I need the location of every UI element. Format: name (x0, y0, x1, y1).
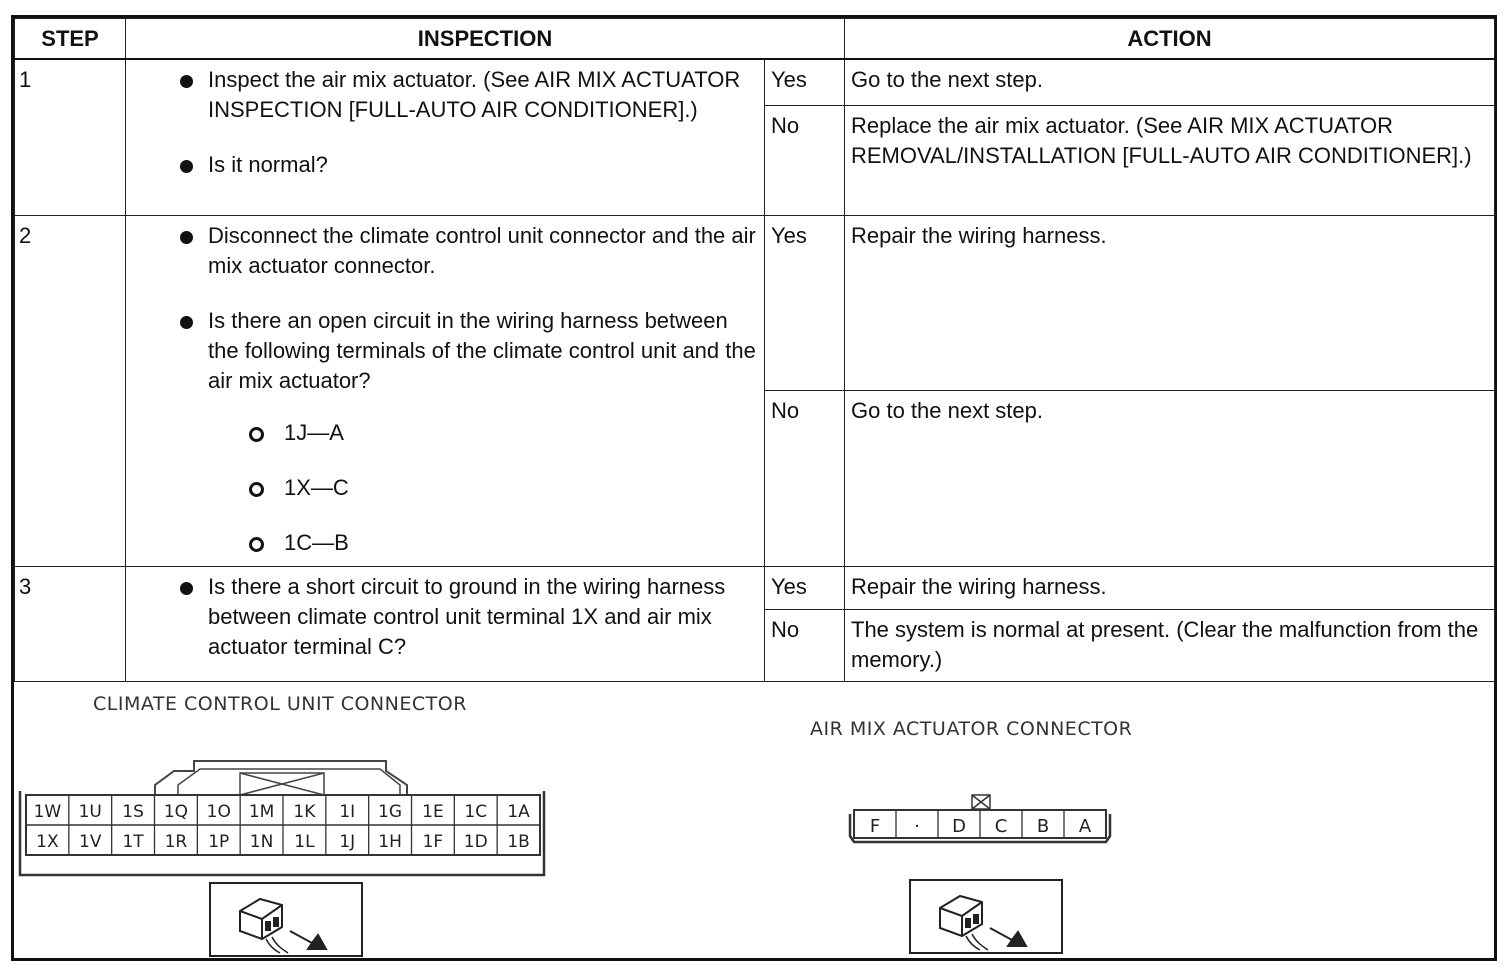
inspection-item: Is there a short circuit to ground in the wiring harness between climate control unit terminal 1X and air mix actuator terminal C? (208, 572, 760, 662)
harness-side-view-icon (910, 880, 1062, 953)
header-action: ACTION (845, 19, 1495, 60)
header-row (15, 19, 1495, 60)
inspection-item: Is there an open circuit in the wiring harness between the following terminals of the climate control unit and the air mix actuator? 1J—A 1X—C 1C—B (208, 306, 760, 558)
bullet-icon (180, 582, 193, 595)
action-text: Repair the wiring harness. (845, 566, 1495, 609)
bullet-icon (180, 75, 193, 88)
actuator-connector-title: AIR MIX ACTUATOR CONNECTOR (810, 718, 1133, 740)
terminal-label: 1Q (163, 802, 189, 822)
terminal-label: 1D (463, 832, 488, 852)
terminal-label: 1U (78, 802, 102, 822)
action-text: The system is normal at present. (Clear the malfunction from the memory.) (845, 609, 1495, 681)
action-text: Go to the next step. (845, 59, 1495, 105)
terminal-label: 1I (339, 802, 356, 822)
terminal-label: 1F (422, 832, 444, 852)
step-3-yes-row (15, 566, 1495, 609)
pin-label: B (1036, 816, 1050, 837)
bullet-icon (180, 160, 193, 173)
terminal-label: 1O (206, 802, 231, 822)
pin-label: D (952, 816, 966, 837)
step-2-yes-row (15, 215, 1495, 390)
terminal-label: 1W (33, 802, 62, 822)
terminal-label: 1N (249, 832, 274, 852)
step-number: 2 (15, 215, 126, 566)
bullet-icon (180, 231, 193, 244)
answer-no: No (765, 390, 845, 566)
inspection-cell (126, 215, 765, 566)
inspection-item: Inspect the air mix actuator. (See AIR MIX ACTUATOR INSPECTION [FULL-AUTO AIR CONDITIONER].) (208, 65, 760, 125)
harness-side-view-icon (210, 883, 362, 956)
climate-connector-diagram (14, 743, 559, 963)
troubleshooting-table (14, 18, 1495, 682)
action-text: Go to the next step. (845, 390, 1495, 566)
step-number: 1 (15, 59, 126, 215)
pin-label: A (1078, 816, 1092, 837)
header-step: STEP (15, 19, 126, 60)
answer-no: No (765, 105, 845, 215)
terminal-label: 1K (293, 802, 316, 822)
action-text: Replace the air mix actuator. (See AIR MIX ACTUATOR REMOVAL/INSTALLATION [FULL-AUTO AIR CONDITIONER].) (845, 105, 1495, 215)
header-inspection: INSPECTION (126, 19, 845, 60)
pin-label: F (869, 816, 881, 837)
answer-no: No (765, 609, 845, 681)
terminal-label: 1A (507, 802, 530, 822)
terminal-label: 1H (378, 832, 402, 852)
procedure-sheet (11, 15, 1497, 961)
pin-label: · (914, 816, 920, 837)
terminal-label: 1S (122, 802, 144, 822)
step-1-yes-row (15, 59, 1495, 105)
terminal-label: 1C (464, 802, 488, 822)
terminal-label: 1G (378, 802, 403, 822)
inspection-item: Is it normal? (208, 150, 760, 180)
terminal-pair: 1X—C (284, 473, 760, 503)
terminal-label: 1E (422, 802, 444, 822)
terminal-label: 1P (208, 832, 230, 852)
terminal-label: 1J (339, 832, 356, 852)
answer-yes: Yes (765, 59, 845, 105)
connector-latch (155, 761, 407, 797)
terminal-label: 1T (122, 832, 144, 852)
answer-yes: Yes (765, 215, 845, 390)
circle-bullet-icon (249, 482, 264, 497)
inspection-cell (126, 59, 765, 215)
terminal-label: 1R (164, 832, 188, 852)
pin-label: C (994, 816, 1008, 837)
actuator-connector-diagram (844, 788, 1114, 963)
step-number: 3 (15, 566, 126, 681)
bullet-icon (180, 316, 193, 329)
terminal-label: 1B (507, 832, 530, 852)
action-text: Repair the wiring harness. (845, 215, 1495, 390)
answer-yes: Yes (765, 566, 845, 609)
circle-bullet-icon (249, 427, 264, 442)
terminal-pair: 1J—A (284, 418, 760, 448)
terminal-label: 1V (79, 832, 102, 852)
terminal-label: 1L (294, 832, 315, 852)
terminal-label: 1M (248, 802, 275, 822)
circle-bullet-icon (249, 537, 264, 552)
inspection-item: Disconnect the climate control unit connector and the air mix actuator connector. (208, 221, 760, 281)
terminal-pair: 1C—B (284, 528, 760, 558)
climate-connector-title: CLIMATE CONTROL UNIT CONNECTOR (93, 693, 467, 715)
inspection-cell (126, 566, 765, 681)
terminal-label: 1X (36, 832, 59, 852)
